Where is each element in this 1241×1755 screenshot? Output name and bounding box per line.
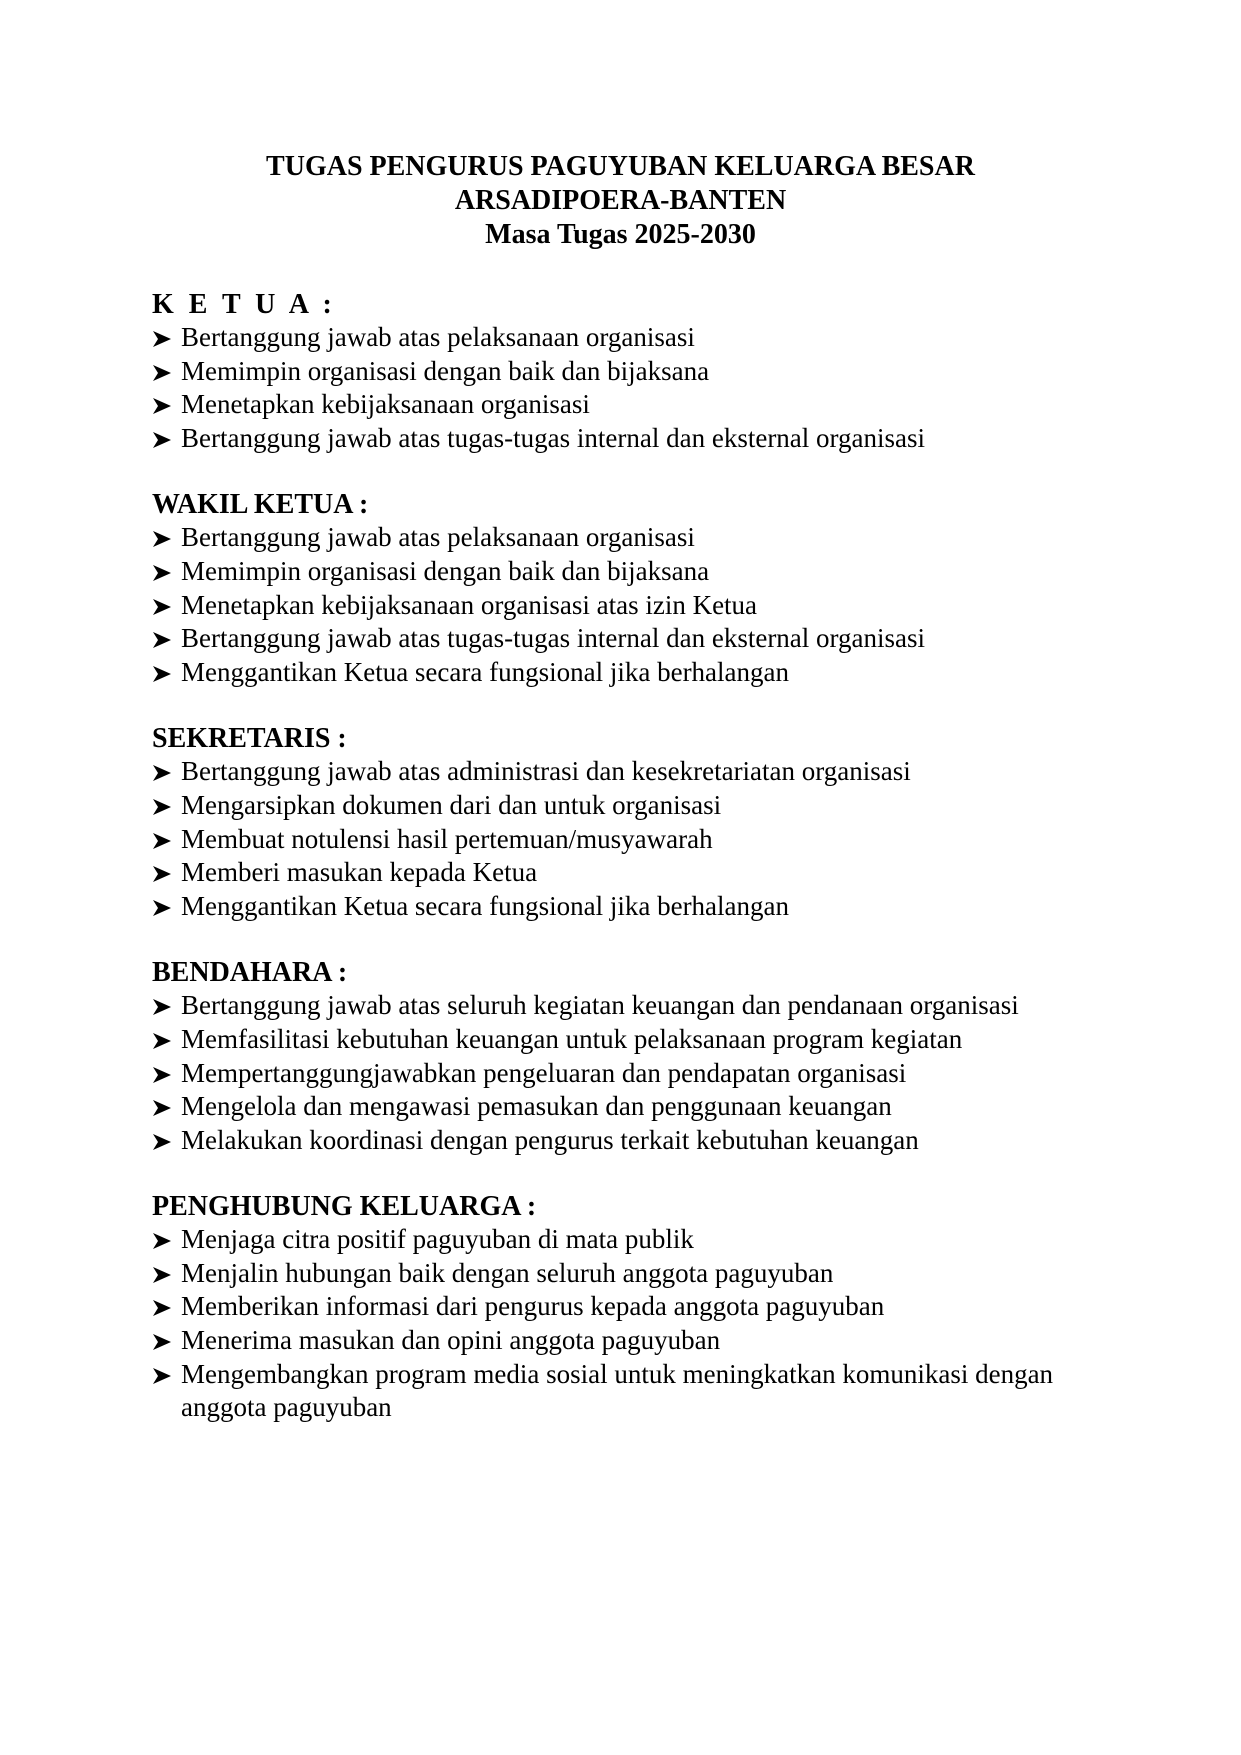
list-item xyxy=(152,555,1112,589)
task-list xyxy=(152,755,1112,923)
arrowhead-bullet-icon xyxy=(152,832,172,850)
list-item-text: Memfasilitasi kebutuhan keuangan untuk pelaksanaan program kegiatan xyxy=(181,1023,963,1054)
arrowhead-bullet-icon xyxy=(152,1299,172,1317)
list-item-text: Bertanggung jawab atas administrasi dan kesekretariatan organisasi xyxy=(181,756,911,787)
section-heading: PENGHUBUNG KELUARGA : xyxy=(152,1191,537,1223)
section-heading: WAKIL KETUA : xyxy=(152,489,369,521)
list-item-text: Memimpin organisasi dengan baik dan bijaksana xyxy=(181,355,710,386)
arrowhead-bullet-icon xyxy=(152,1367,172,1385)
arrowhead-bullet-icon xyxy=(152,1133,172,1151)
section-heading: BENDAHARA : xyxy=(152,957,348,989)
arrowhead-bullet-icon xyxy=(152,665,172,683)
list-item xyxy=(152,656,1112,690)
section-penghubung-keluarga xyxy=(152,1190,1112,1425)
document-title xyxy=(0,150,1241,252)
list-item-text: Mengelola dan mengawasi pemasukan dan penggunaan keuangan xyxy=(181,1091,892,1122)
list-item xyxy=(152,1257,1112,1291)
arrowhead-bullet-icon xyxy=(152,1066,172,1084)
arrowhead-bullet-icon xyxy=(152,764,172,782)
list-item-text: Membuat notulensi hasil pertemuan/musyawarah xyxy=(181,823,713,854)
list-item xyxy=(152,1324,1112,1358)
section-heading: K E T U A : xyxy=(152,289,336,320)
section-sekretaris xyxy=(152,722,1112,923)
arrowhead-bullet-icon xyxy=(152,798,172,816)
list-item-text: Bertanggung jawab atas tugas-tugas internal dan eksternal organisasi xyxy=(181,623,926,654)
task-list xyxy=(152,521,1112,689)
list-item-text: Menetapkan kebijaksanaan organisasi atas izin Ketua xyxy=(181,589,758,620)
list-item xyxy=(152,1358,1112,1425)
arrowhead-bullet-icon xyxy=(152,564,172,582)
list-item-text: Menjaga citra positif paguyuban di mata publik xyxy=(181,1224,694,1255)
task-list xyxy=(152,989,1112,1157)
list-item-text: Melakukan koordinasi dengan pengurus terkait kebutuhan keuangan xyxy=(181,1124,919,1155)
list-item-text: Memberi masukan kepada Ketua xyxy=(181,857,538,888)
document-body xyxy=(152,288,1112,1458)
list-item-text: Mempertanggungjawabkan pengeluaran dan pendapatan organisasi xyxy=(181,1057,907,1088)
arrowhead-bullet-icon xyxy=(152,1232,172,1250)
list-item xyxy=(152,856,1112,890)
list-item xyxy=(152,1057,1112,1091)
list-item xyxy=(152,1090,1112,1124)
list-item xyxy=(152,1290,1112,1324)
arrowhead-bullet-icon xyxy=(152,330,172,348)
list-item-text: Menggantikan Ketua secara fungsional jika berhalangan xyxy=(181,656,790,687)
list-item xyxy=(152,989,1112,1023)
arrowhead-bullet-icon xyxy=(152,1266,172,1284)
arrowhead-bullet-icon xyxy=(152,1099,172,1117)
arrowhead-bullet-icon xyxy=(152,865,172,883)
list-item-text: Mengarsipkan dokumen dari dan untuk organisasi xyxy=(181,789,722,820)
list-item-text: Bertanggung jawab atas seluruh kegiatan keuangan dan pendanaan organisasi xyxy=(181,990,1019,1021)
title-line-3: Masa Tugas 2025-2030 xyxy=(485,219,756,250)
list-item xyxy=(152,622,1112,656)
list-item-text: Bertanggung jawab atas tugas-tugas internal dan eksternal organisasi xyxy=(181,422,926,453)
arrowhead-bullet-icon xyxy=(152,431,172,449)
section-ketua xyxy=(152,288,1112,455)
list-item-text: Memimpin organisasi dengan baik dan bijaksana xyxy=(181,555,710,586)
arrowhead-bullet-icon xyxy=(152,998,172,1016)
list-item xyxy=(152,1023,1112,1057)
list-item-text: Menetapkan kebijaksanaan organisasi xyxy=(181,389,590,420)
section-bendahara xyxy=(152,956,1112,1157)
list-item-text: Memberikan informasi dari pengurus kepada anggota paguyuban xyxy=(181,1291,885,1322)
list-item xyxy=(152,422,1112,456)
list-item xyxy=(152,755,1112,789)
task-list xyxy=(152,321,1112,455)
list-item-text: Menggantikan Ketua secara fungsional jika berhalangan xyxy=(181,890,790,921)
list-item xyxy=(152,321,1112,355)
arrowhead-bullet-icon xyxy=(152,530,172,548)
list-item xyxy=(152,355,1112,389)
list-item xyxy=(152,823,1112,857)
title-line-1: TUGAS PENGURUS PAGUYUBAN KELUARGA BESAR xyxy=(266,151,975,182)
list-item xyxy=(152,890,1112,924)
title-line-2: ARSADIPOERA-BANTEN xyxy=(454,185,787,216)
list-item-text: Bertanggung jawab atas pelaksanaan organisasi xyxy=(181,522,695,553)
list-item-text: Menjalin hubungan baik dengan seluruh anggota paguyuban xyxy=(181,1257,834,1288)
arrowhead-bullet-icon xyxy=(152,1333,172,1351)
arrowhead-bullet-icon xyxy=(152,397,172,415)
arrowhead-bullet-icon xyxy=(152,598,172,616)
list-item xyxy=(152,521,1112,555)
list-item xyxy=(152,789,1112,823)
task-list xyxy=(152,1223,1112,1425)
list-item-text: Mengembangkan program media sosial untuk meningkatkan komunikasi dengan anggota paguyuban xyxy=(181,1358,1054,1423)
arrowhead-bullet-icon xyxy=(152,631,172,649)
list-item-text: Menerima masukan dan opini anggota paguyuban xyxy=(181,1325,721,1356)
section-heading: SEKRETARIS : xyxy=(152,723,347,755)
arrowhead-bullet-icon xyxy=(152,1032,172,1050)
arrowhead-bullet-icon xyxy=(152,364,172,382)
section-wakil-ketua xyxy=(152,488,1112,689)
list-item xyxy=(152,388,1112,422)
list-item xyxy=(152,1223,1112,1257)
list-item-text: Bertanggung jawab atas pelaksanaan organisasi xyxy=(181,322,695,352)
list-item xyxy=(152,589,1112,623)
arrowhead-bullet-icon xyxy=(152,899,172,917)
list-item xyxy=(152,1124,1112,1158)
